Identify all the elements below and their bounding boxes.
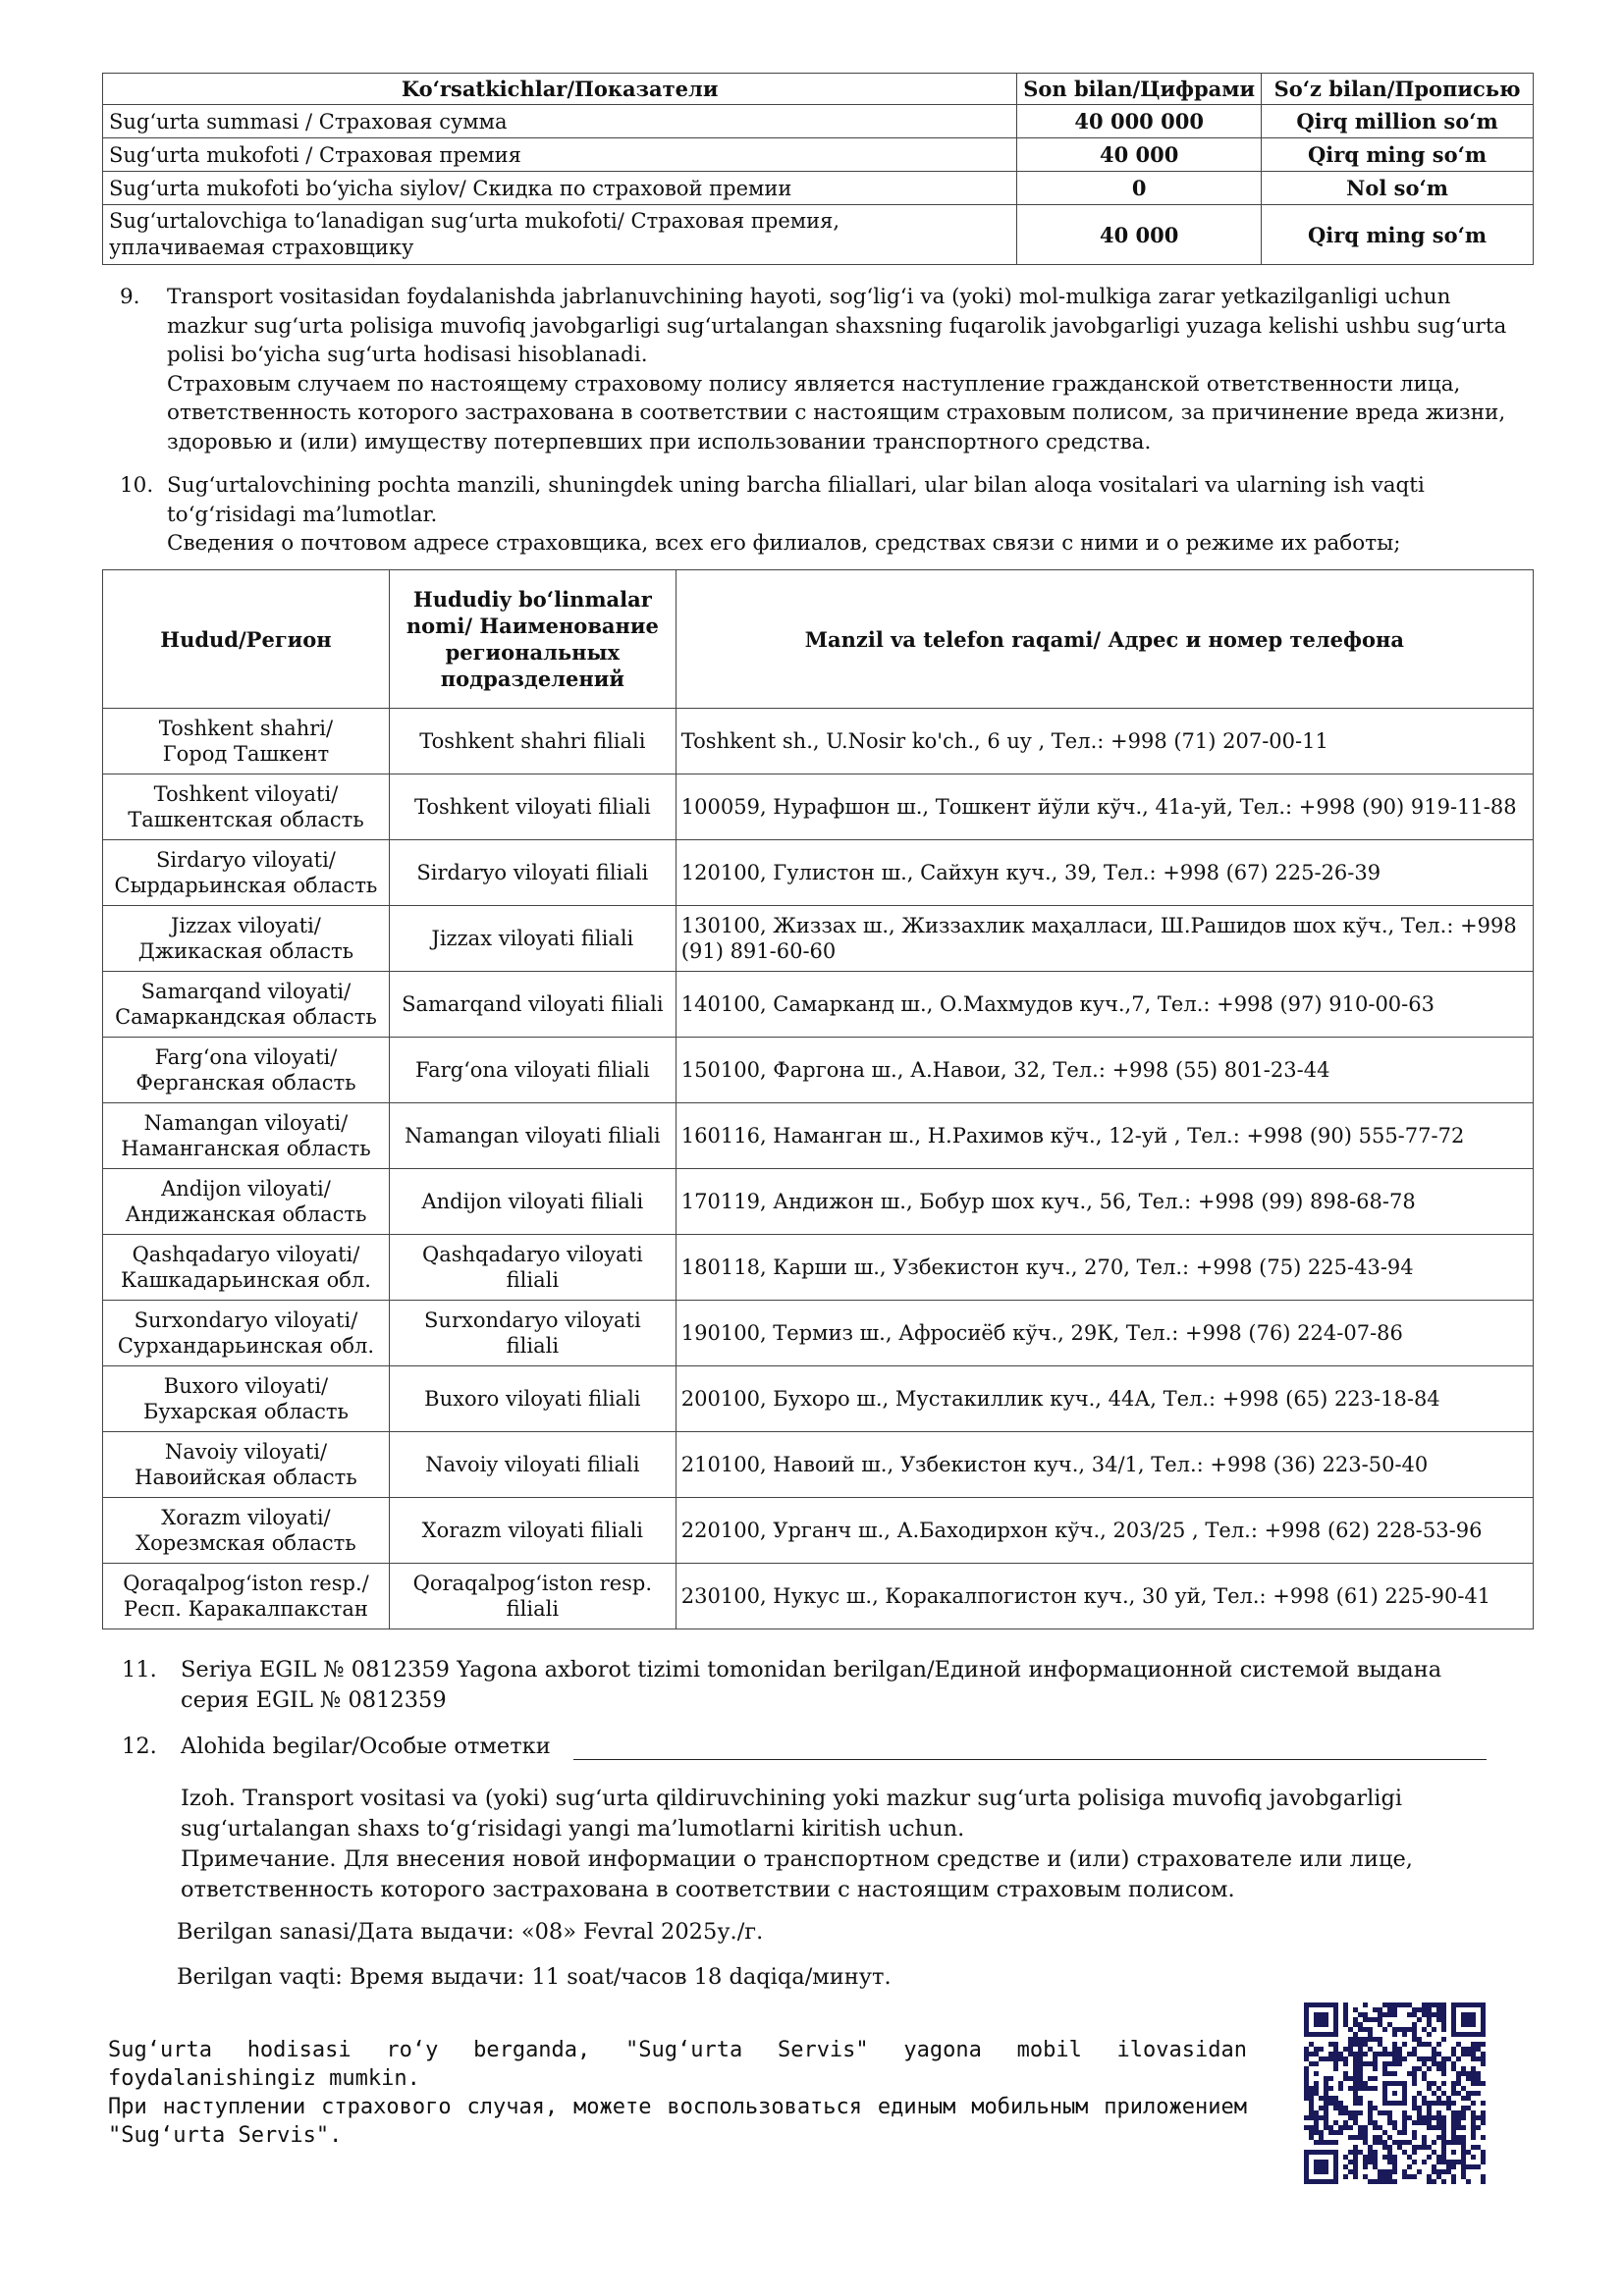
branch-address: 140100, Самарканд ш., О.Махмудов куч.,7, Тел.: +998 (97) 910-00-63: [676, 972, 1533, 1038]
branch-address: Toshkent sh., U.Nosir ko'ch., 6 uy , Тел.: +998 (71) 207-00-11: [676, 709, 1533, 774]
branch-region-ru: Респ. Каракалпакстан: [123, 1597, 368, 1621]
branch-address: 220100, Урганч ш., А.Баходирхон кўч., 203/25 , Тел.: +998 (62) 228-53-96: [676, 1498, 1533, 1564]
table-row: [103, 1169, 1534, 1235]
branch-address: 160116, Наманган ш., Н.Рахимов кўч., 12-уй , Тел.: +998 (90) 555-77-72: [676, 1103, 1533, 1169]
branch-region: [103, 1366, 390, 1432]
branch-address: 120100, Гулистон ш., Сайхун куч., 39, Тел.: +998 (67) 225-26-39: [676, 840, 1533, 906]
branch-region-ru: Наманганская область: [121, 1137, 371, 1160]
branch-region: [103, 709, 390, 774]
branch-region: [103, 1432, 390, 1498]
table-row: [103, 1498, 1534, 1564]
indicator-label: Sug‘urta mukofoti / Страховая премия: [103, 138, 1017, 172]
table-row: [103, 1235, 1534, 1301]
branches-table: [102, 569, 1534, 1629]
indicator-label: Sug‘urta mukofoti bo‘yicha siylov/ Скидка по страховой премии: [103, 172, 1017, 205]
branch-region-uz: Navoiy viloyati/: [164, 1440, 328, 1464]
note-text-ru: Примечание. Для внесения новой информации о транспортном средстве и (или) страхователе или лице, ответственность которого застрахована в соответствии с настоящим страховым полисом.: [181, 1846, 1413, 1902]
special-notes-line: [573, 1759, 1487, 1760]
branch-unit: Surxondaryo viloyati filiali: [389, 1301, 676, 1366]
branch-region-ru: Ташкентская область: [128, 808, 364, 831]
indicators-header-row: [103, 74, 1534, 105]
branch-region-uz: Surxondaryo viloyati/: [134, 1308, 358, 1332]
branch-region-uz: Qashqadaryo viloyati/: [132, 1243, 360, 1266]
table-row: [103, 1564, 1534, 1629]
branch-region: [103, 1038, 390, 1103]
branch-region: [103, 774, 390, 840]
branch-address: 210100, Навоий ш., Узбекистон куч., 34/1, Тел.: +998 (36) 223-50-40: [676, 1432, 1533, 1498]
branch-region-uz: Qoraqalpog‘iston resp./: [123, 1572, 369, 1595]
special-notes-label: Alohida begilar/Особые отметки: [181, 1734, 551, 1759]
table-row: [103, 906, 1534, 972]
qr-code-icon: [1304, 2002, 1486, 2184]
indicator-label-line: уплачиваемая страховщику: [109, 236, 414, 259]
indicators-header: Son bilan/Цифрами: [1017, 74, 1262, 105]
branch-unit: Samarqand viloyati filiali: [389, 972, 676, 1038]
table-row: [103, 1366, 1534, 1432]
table-row: [103, 1038, 1534, 1103]
branch-region-ru: Город Ташкент: [162, 742, 330, 766]
branch-region-uz: Xorazm viloyati/: [161, 1506, 331, 1529]
indicator-digits: 40 000: [1017, 205, 1262, 265]
section-number: 9.: [120, 285, 140, 309]
branch-region: [103, 1564, 390, 1629]
section-11-number: 11.: [122, 1657, 157, 1682]
branch-unit: Sirdaryo viloyati filiali: [389, 840, 676, 906]
indicator-label-line: Sug‘urtalovchiga to‘lanadigan sug‘urta mukofoti/ Страховая премия,: [109, 209, 840, 233]
branch-region: [103, 1301, 390, 1366]
branch-unit: Andijon viloyati filiali: [389, 1169, 676, 1235]
branch-region: [103, 1103, 390, 1169]
branch-address: 130100, Жиззах ш., Жиззахлик маҳалласи, Ш.Рашидов шох кўч., Тел.: +998 (91) 891-60-60: [676, 906, 1533, 972]
indicator-words: Qirq ming so‘m: [1262, 138, 1534, 172]
branch-region: [103, 906, 390, 972]
indicator-label: [103, 205, 1017, 265]
table-row: [103, 1103, 1534, 1169]
branch-region-uz: Sirdaryo viloyati/: [156, 848, 336, 872]
branch-region-ru: Самаркандская область: [115, 1005, 377, 1029]
table-row: [103, 105, 1534, 138]
table-row: [103, 138, 1534, 172]
branch-unit: Buxoro viloyati filiali: [389, 1366, 676, 1432]
table-row: [103, 774, 1534, 840]
section-12-number: 12.: [122, 1734, 157, 1759]
branch-address: 170119, Андижон ш., Бобур шох куч., 56, Тел.: +998 (99) 898-68-78: [676, 1169, 1533, 1235]
section-text-uz: Transport vositasidan foydalanishda jabrlanuvchining hayoti, sog‘lig‘i va (yoki) mol-mulkiga zarar yetkazilganligi uchun mazkur sug‘urta polisiga muvofiq javobgarligi sug‘urtalangan shaxsning fuqarolik javobgarligi yuzaga kelishi ushbu sug‘urta polisi bo‘yicha sug‘urta hodisasi hisoblanadi.: [167, 285, 1507, 367]
indicator-words: Qirq million so‘m: [1262, 105, 1534, 138]
branch-region-ru: Хорезмская область: [135, 1531, 356, 1555]
branch-unit: Toshkent shahri filiali: [389, 709, 676, 774]
table-row: [103, 172, 1534, 205]
branch-region: [103, 972, 390, 1038]
branch-region: [103, 1169, 390, 1235]
footer-text-uz: Sug‘urta hodisasi ro‘y berganda, "Sug‘urta Servis" yagona mobil ilovasidan foydalanishingiz mumkin.: [108, 2038, 1247, 2091]
branch-region-uz: Samarqand viloyati/: [140, 980, 352, 1003]
branch-region-ru: Сурхандарьинская обл.: [117, 1334, 375, 1358]
branch-address: 230100, Нукус ш., Коракалпогистон куч., 30 уй, Тел.: +998 (61) 225-90-41: [676, 1564, 1533, 1629]
branch-region-uz: Andijon viloyati/: [161, 1177, 331, 1201]
note-text-uz: Izoh. Transport vositasi va (yoki) sug‘urta qildiruvchining yoki mazkur sug‘urta polisiga muvofiq javobgarligi sug‘urtalangan shaxs to‘g‘risidagi yangi ma’lumotlarni kiritish uchun.: [181, 1786, 1403, 1842]
branch-address: 190100, Термиз ш., Афросиёб кўч., 29К, Тел.: +998 (76) 224-07-86: [676, 1301, 1533, 1366]
indicators-header: So‘z bilan/Прописью: [1262, 74, 1534, 105]
branch-address: 100059, Нурафшон ш., Тошкент йўли кўч., 41а-уй, Тел.: +998 (90) 919-11-88: [676, 774, 1533, 840]
table-row: [103, 972, 1534, 1038]
footer-text: [108, 2036, 1247, 2150]
branch-unit: Qoraqalpog‘iston resp. filiali: [389, 1564, 676, 1629]
branch-unit: Namangan viloyati filiali: [389, 1103, 676, 1169]
indicators-table: [102, 73, 1534, 265]
table-row: [103, 709, 1534, 774]
section-text-ru: Сведения о почтовом адресе страховщика, всех его филиалов, средствах связи с ними и о режиме их работы;: [167, 531, 1401, 556]
branch-unit: Xorazm viloyati filiali: [389, 1498, 676, 1564]
table-row: [103, 1301, 1534, 1366]
branch-region-uz: Toshkent viloyati/: [153, 782, 339, 806]
section-11-text: Seriya EGIL № 0812359 Yagona axborot tizimi tomonidan berilgan/Единой информационной системой выдана серия EGIL № 0812359: [181, 1657, 1442, 1713]
branches-body: [103, 709, 1534, 1629]
section-text-ru: Страховым случаем по настоящему страховому полису является наступление гражданской ответственности лица, ответственность которого застрахована в соответствии с настоящим страховым полисом, за причинение вреда жизни, здоровью и (или) имуществу потерпевших при использовании транспортного средства.: [167, 371, 1506, 454]
issue-time: Berilgan vaqti: Время выдачи: 11 soat/часов 18 daqiqa/минут.: [177, 1964, 892, 1990]
branch-unit: Jizzax viloyati filiali: [389, 906, 676, 972]
note-block: [181, 1784, 1496, 1905]
branches-header-region: Hudud/Регион: [103, 570, 390, 709]
footer-text-ru: При наступлении страхового случая, можете воспользоваться единым мобильным приложением "Sug‘urta Servis".: [108, 2095, 1247, 2148]
branch-region-ru: Сырдарьинская область: [114, 874, 378, 897]
section-text-uz: Sug‘urtalovchining pochta manzili, shuningdek uning barcha filiallari, ular bilan aloqa vositalari va ularning ish vaqti to‘g‘risidagi ma’lumotlar.: [167, 473, 1425, 527]
branch-address: 200100, Бухоро ш., Мустакиллик куч., 44А, Тел.: +998 (65) 223-18-84: [676, 1366, 1533, 1432]
branch-unit: Navoiy viloyati filiali: [389, 1432, 676, 1498]
indicator-words: Qirq ming so‘m: [1262, 205, 1534, 265]
branch-region-ru: Бухарская область: [143, 1400, 349, 1423]
table-row: [103, 840, 1534, 906]
branch-unit: Farg‘ona viloyati filiali: [389, 1038, 676, 1103]
branch-region-ru: Ферганская область: [135, 1071, 356, 1095]
branch-region: [103, 1235, 390, 1301]
branches-header-unit: Hududiy bo‘linmalar nomi/ Наименование региональных подразделений: [389, 570, 676, 709]
branches-header-address: Manzil va telefon raqami/ Адрес и номер телефона: [676, 570, 1533, 709]
branch-region: [103, 840, 390, 906]
branch-region-ru: Навоийская область: [135, 1466, 357, 1489]
branch-region-ru: Джикаская область: [137, 939, 354, 963]
branches-header-row: [103, 570, 1534, 709]
branch-region-uz: Buxoro viloyati/: [163, 1374, 329, 1398]
section-number: 10.: [120, 473, 154, 498]
branch-region: [103, 1498, 390, 1564]
branch-region-uz: Farg‘ona viloyati/: [154, 1045, 338, 1069]
branch-region-uz: Jizzax viloyati/: [171, 914, 321, 937]
indicator-digits: 40 000: [1017, 138, 1262, 172]
indicator-digits: 0: [1017, 172, 1262, 205]
branch-unit: Toshkent viloyati filiali: [389, 774, 676, 840]
indicator-label: Sug‘urta summasi / Страховая сумма: [103, 105, 1017, 138]
table-row: [103, 205, 1534, 265]
table-row: [103, 1432, 1534, 1498]
branch-region-uz: Namangan viloyati/: [143, 1111, 349, 1135]
branch-region-ru: Андижанская область: [125, 1202, 367, 1226]
indicator-words: Nol so‘m: [1262, 172, 1534, 205]
indicator-digits: 40 000 000: [1017, 105, 1262, 138]
indicators-header: Ko‘rsatkichlar/Показатели: [103, 74, 1017, 105]
branch-address: 180118, Карши ш., Узбекистон куч., 270, Тел.: +998 (75) 225-43-94: [676, 1235, 1533, 1301]
issue-date: Berilgan sanasi/Дата выдачи: «08» Fevral 2025у./г.: [177, 1919, 764, 1945]
branch-address: 150100, Фаргона ш., А.Навои, 32, Тел.: +998 (55) 801-23-44: [676, 1038, 1533, 1103]
branch-unit: Qashqadaryo viloyati filiali: [389, 1235, 676, 1301]
branch-region-uz: Toshkent shahri/: [158, 717, 334, 740]
branch-region-ru: Кашкадарьинская обл.: [121, 1268, 371, 1292]
